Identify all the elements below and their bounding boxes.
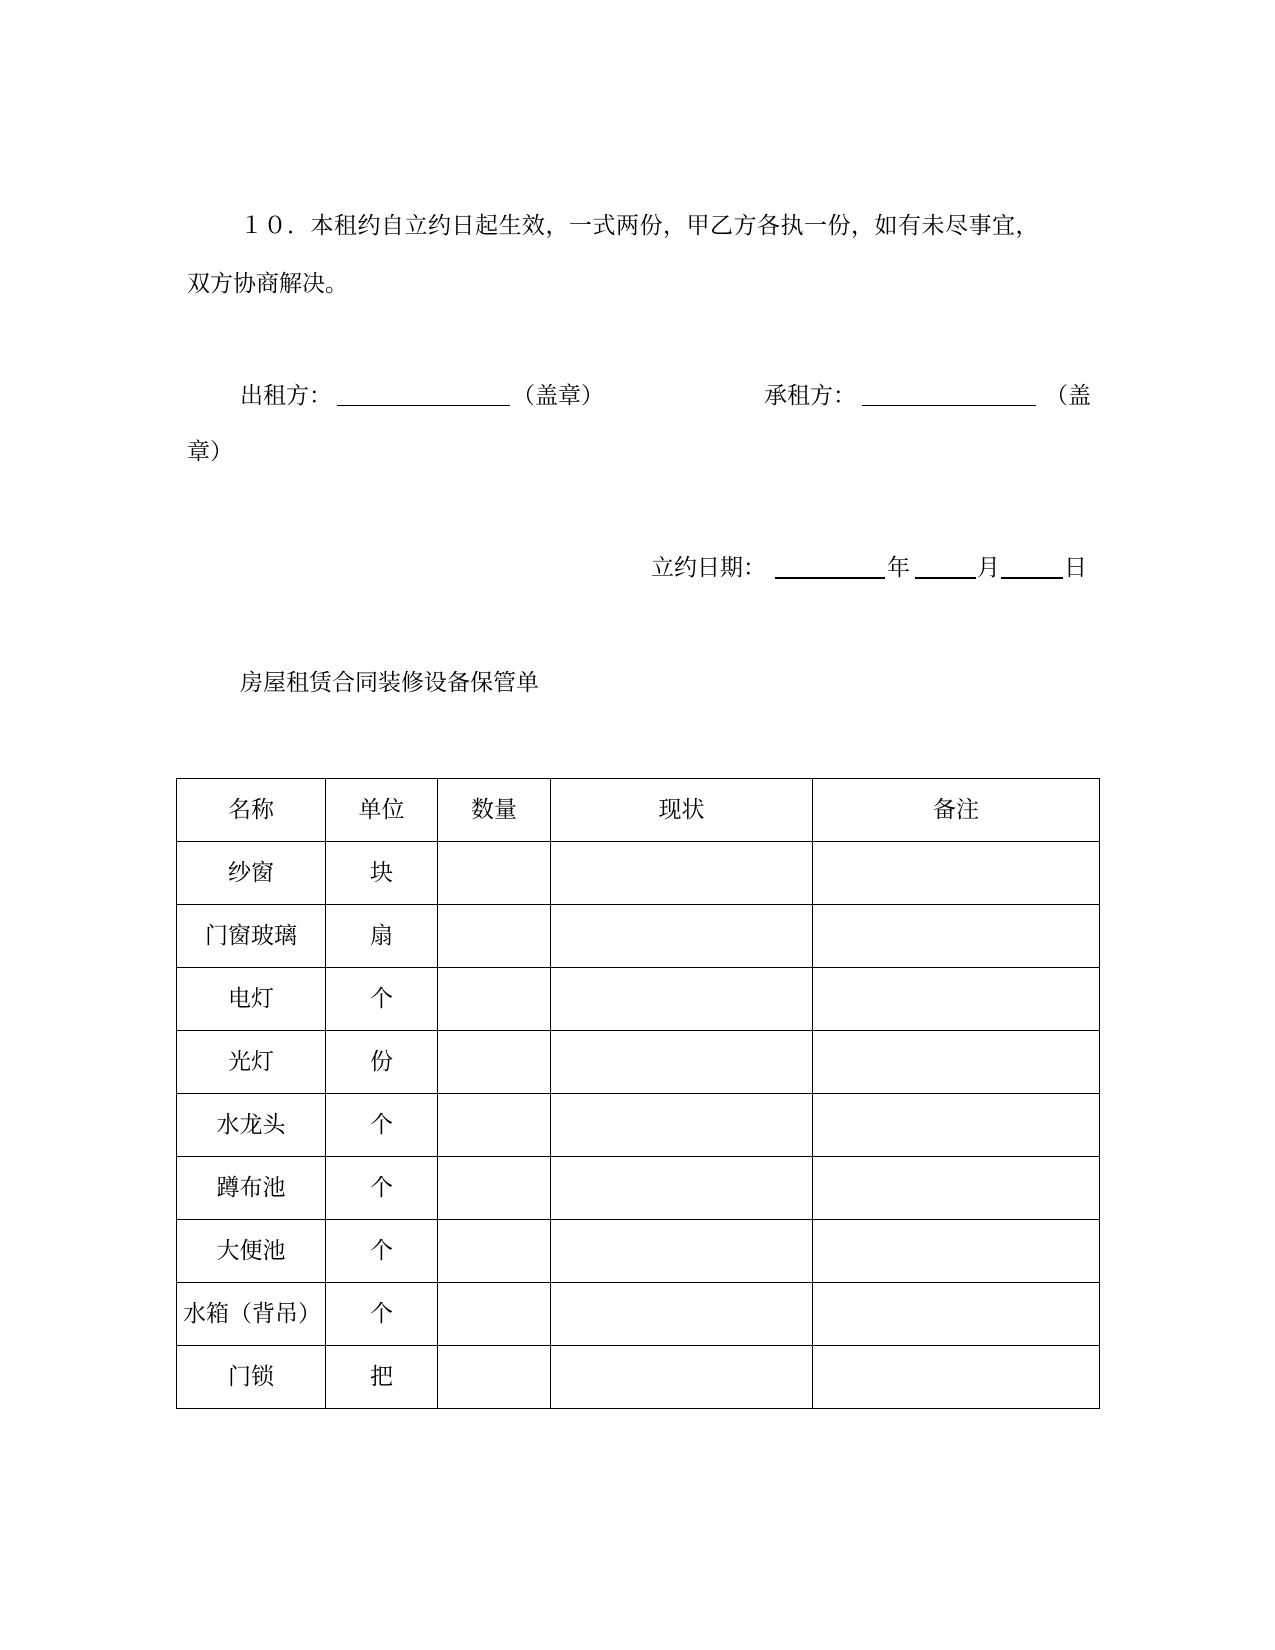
item-quantity-cell: [438, 1157, 551, 1220]
item-unit: 把: [326, 1346, 438, 1409]
header-name: 名称: [177, 779, 326, 842]
item-name: 水龙头: [177, 1094, 326, 1157]
item-quantity-cell: [438, 842, 551, 905]
item-unit: 扇: [326, 905, 438, 968]
date-month-label: 月: [977, 555, 1000, 581]
table-row: [177, 968, 1100, 1031]
item-name: 纱窗: [177, 842, 326, 905]
date-day-label: 日: [1064, 555, 1087, 581]
item-name: 门锁: [177, 1346, 326, 1409]
date-day-blank: [1001, 577, 1063, 579]
lessor-label: 出租方：: [240, 383, 332, 409]
lessor-seal-label: （盖章）: [512, 383, 604, 409]
item-unit: 份: [326, 1031, 438, 1094]
item-unit: 个: [326, 1157, 438, 1220]
lessee-seal-label-end: 章）: [187, 439, 233, 465]
item-name: 蹲布池: [177, 1157, 326, 1220]
lessor-signature-blank: [337, 405, 510, 406]
item-remarks-cell: [813, 1220, 1100, 1283]
table-row: [177, 1346, 1100, 1409]
table-row: [177, 1031, 1100, 1094]
table-row: [177, 905, 1100, 968]
clause-text-line2: 双方协商解决。: [187, 271, 348, 297]
item-name: 水箱（背吊）: [177, 1283, 326, 1346]
table-row: [177, 1283, 1100, 1346]
item-quantity-cell: [438, 905, 551, 968]
item-remarks-cell: [813, 905, 1100, 968]
date-year-label: 年: [887, 555, 910, 581]
signing-date-label: 立约日期：: [651, 555, 766, 581]
item-unit: 个: [326, 1220, 438, 1283]
item-remarks-cell: [813, 1094, 1100, 1157]
item-remarks-cell: [813, 1346, 1100, 1409]
item-condition-cell: [551, 842, 813, 905]
table-row: [177, 1220, 1100, 1283]
item-name: 门窗玻璃: [177, 905, 326, 968]
item-unit: 个: [326, 1094, 438, 1157]
clause-text-line1: １０．本租约自立约日起生效，一式两份，甲乙方各执一份，如有未尽事宜，: [240, 213, 1039, 239]
lessee-label: 承租方：: [764, 383, 856, 409]
item-remarks-cell: [813, 968, 1100, 1031]
item-unit: 块: [326, 842, 438, 905]
item-unit: 个: [326, 968, 438, 1031]
lessee-seal-label-start: （盖: [1045, 383, 1091, 409]
item-quantity-cell: [438, 1283, 551, 1346]
item-condition-cell: [551, 905, 813, 968]
item-name: 光灯: [177, 1031, 326, 1094]
item-remarks-cell: [813, 842, 1100, 905]
item-remarks-cell: [813, 1283, 1100, 1346]
equipment-table: [176, 778, 1100, 1409]
item-quantity-cell: [438, 1094, 551, 1157]
item-condition-cell: [551, 1220, 813, 1283]
header-condition: 现状: [551, 779, 813, 842]
item-name: 电灯: [177, 968, 326, 1031]
item-quantity-cell: [438, 1220, 551, 1283]
table-row: [177, 1094, 1100, 1157]
form-title: 房屋租赁合同装修设备保管单: [240, 670, 539, 696]
item-name: 大便池: [177, 1220, 326, 1283]
item-quantity-cell: [438, 1031, 551, 1094]
header-unit: 单位: [326, 779, 438, 842]
date-month-blank: [915, 577, 976, 579]
item-condition-cell: [551, 1283, 813, 1346]
item-condition-cell: [551, 1346, 813, 1409]
item-condition-cell: [551, 1157, 813, 1220]
lessee-signature-blank: [862, 405, 1036, 406]
header-remarks: 备注: [813, 779, 1100, 842]
item-remarks-cell: [813, 1157, 1100, 1220]
item-quantity-cell: [438, 1346, 551, 1409]
item-quantity-cell: [438, 968, 551, 1031]
table-row: [177, 842, 1100, 905]
table-header-row: [177, 779, 1100, 842]
item-condition-cell: [551, 1094, 813, 1157]
item-remarks-cell: [813, 1031, 1100, 1094]
table-row: [177, 1157, 1100, 1220]
item-condition-cell: [551, 968, 813, 1031]
header-quantity: 数量: [438, 779, 551, 842]
date-year-blank: [775, 577, 885, 579]
item-unit: 个: [326, 1283, 438, 1346]
item-condition-cell: [551, 1031, 813, 1094]
